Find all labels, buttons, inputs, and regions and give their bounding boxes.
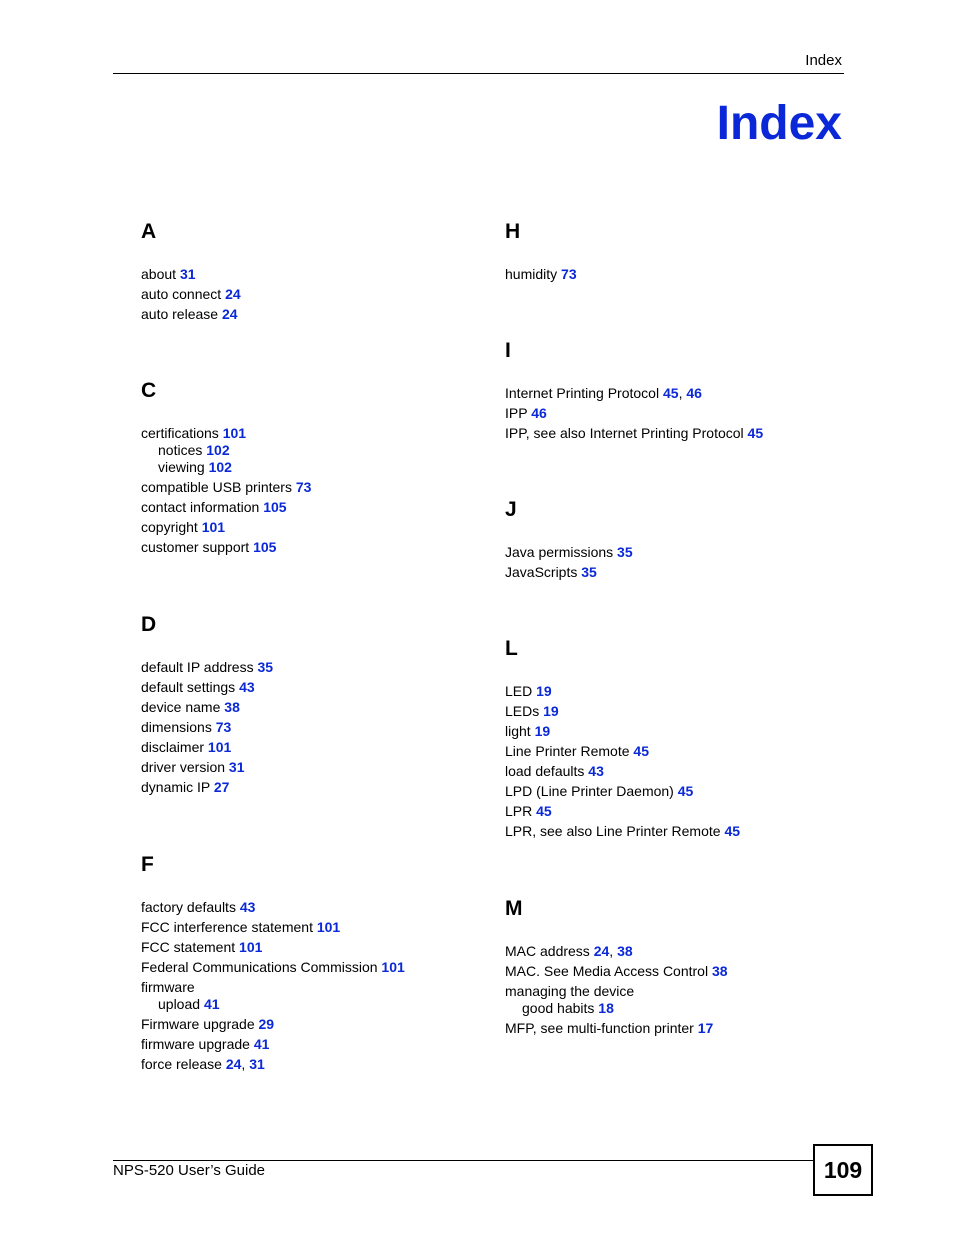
index-term: LPR, see also Line Printer Remote [505,823,721,839]
index-entry [141,699,501,716]
index-entry [505,783,865,800]
index-entry [505,1020,865,1037]
page-link[interactable]: 19 [543,703,559,719]
index-term: light [505,723,531,739]
page-link[interactable]: 45 [747,425,764,441]
index-term: managing the device [505,983,635,999]
index-entry [505,683,865,700]
index-entry-list [141,266,501,323]
page-number: 109 [813,1144,873,1196]
page-link[interactable]: 31 [249,1056,265,1072]
page-link[interactable]: 73 [561,266,577,282]
index-entry [505,823,865,840]
index-term: notices [158,442,203,458]
index-entry: force release 24, 31 [141,1056,265,1072]
index-term: Federal Communications Commission [141,959,378,975]
index-entry [141,519,501,536]
index-letter-heading: A [141,220,157,243]
page-link[interactable]: 31 [179,266,196,282]
page-link[interactable]: 46 [531,405,547,421]
index-subentry [505,1000,865,1017]
page-link[interactable]: 29 [258,1016,275,1032]
index-term: auto connect [141,286,222,302]
index-term: LPR [505,803,533,819]
index-term: load defaults [505,763,585,779]
index-letter-heading: L [505,637,518,660]
index-entry [505,723,865,740]
page-link[interactable]: 73 [215,719,232,735]
index-term: MAC address [505,943,590,959]
index-letter-heading: J [505,498,517,521]
page-link[interactable]: 101 [239,939,263,955]
index-letter-heading: D [141,613,157,636]
index-entry [505,703,865,720]
page-link[interactable]: 101 [201,519,226,535]
page-link[interactable]: 24 [221,306,238,322]
page-link[interactable]: 38 [711,963,728,979]
page-link[interactable]: 17 [697,1020,714,1036]
index-term: customer support [141,539,250,555]
index-term: humidity [505,266,558,282]
index-entry [141,739,501,756]
index-term: dimensions [141,719,212,735]
footer-rule [113,1160,814,1161]
index-section-l [505,637,865,843]
index-term: contact information [141,499,260,515]
index-term: Internet Printing Protocol [505,385,660,401]
index-entry [141,425,501,442]
page-title: Index [716,97,842,150]
page-link[interactable]: 101 [207,739,232,755]
page-link[interactable]: 27 [213,779,230,795]
index-entry [141,779,501,796]
page-link[interactable]: 38 [617,943,633,959]
page-link[interactable]: 45 [633,743,649,759]
index-entry-list [141,899,501,1073]
index-entry [141,919,501,936]
index-term: disclaimer [141,739,205,755]
index-entry [141,306,501,323]
page-link[interactable]: 24 [225,1056,242,1072]
index-entry [505,544,865,561]
page-link[interactable]: 35 [257,659,274,675]
page-link[interactable]: 41 [253,1036,270,1052]
index-entry [141,539,501,556]
index-subentry [141,459,501,476]
page-link[interactable]: 19 [534,723,551,739]
index-section-c [141,379,501,559]
page-link[interactable]: 101 [381,959,405,975]
running-header: Index [805,52,842,69]
index-term: viewing [158,459,205,475]
index-term: firmware [141,979,195,995]
index-term: FCC statement [141,939,236,955]
index-term: Java permissions [505,544,614,560]
index-term: auto release [141,306,219,322]
index-letter-heading: H [505,220,521,243]
guide-title: NPS-520 User’s Guide [113,1162,266,1179]
page-link[interactable]: 24 [593,943,610,959]
index-letter-heading: I [505,339,511,362]
index-subentry [141,996,501,1013]
index-entry [141,499,501,516]
index-term: LED [505,683,533,699]
index-term: compatible USB printers [141,479,292,495]
index-term: upload [158,996,201,1012]
index-entry [141,286,501,303]
page-link[interactable]: 46 [686,385,702,401]
page-link[interactable]: 102 [208,459,232,475]
page-link[interactable]: 41 [203,996,220,1012]
index-entry: MAC address 24, 38 [505,943,633,959]
index-entry [505,266,865,283]
index-entry-list [505,683,865,840]
index-term: driver version [141,759,226,775]
index-term: JavaScripts [505,564,578,580]
page-link[interactable]: 105 [263,499,287,515]
index-entry [141,939,501,956]
page-link[interactable]: 101 [222,425,247,441]
index-entry [505,743,865,760]
page-link[interactable]: 24 [225,286,241,302]
index-entry [141,266,501,283]
index-entry [505,425,865,442]
page-link[interactable]: 43 [588,763,604,779]
index-term: dynamic IP [141,779,210,795]
page-link[interactable]: 45 [724,823,741,839]
index-term: Firmware upgrade [141,1016,255,1032]
index-entry [505,405,865,422]
page-link[interactable]: 73 [295,479,312,495]
index-letter-heading: F [141,853,154,876]
index-term: copyright [141,519,198,535]
index-subentry [141,442,501,459]
page-link[interactable]: 18 [598,1000,614,1016]
index-term: default IP address [141,659,254,675]
header-rule [113,73,844,74]
index-section-a [141,220,501,326]
page-link[interactable]: 31 [228,759,245,775]
index-entry [141,719,501,736]
index-entry-list [141,659,501,796]
index-entry [141,959,501,976]
index-letter-heading: M [505,897,523,920]
index-section-i [505,339,865,445]
index-term: factory defaults [141,899,236,915]
index-term: MFP, see multi-function printer [505,1020,694,1036]
page-link[interactable]: 35 [581,564,597,580]
index-term: default settings [141,679,236,695]
page-link[interactable]: 19 [536,683,552,699]
index-letter-heading: C [141,379,157,402]
index-entry [141,979,501,996]
index-term: MAC. See Media Access Control [505,963,709,979]
index-entry [141,1036,501,1053]
page-link[interactable]: 45 [677,783,694,799]
index-term: device name [141,699,221,715]
index-entry-list [505,544,865,581]
index-entry [505,564,865,581]
index-term: LEDs [505,703,540,719]
index-section-m [505,897,865,1040]
page-link[interactable]: 43 [239,679,255,695]
index-entry [505,963,865,980]
index-term: force release [141,1056,222,1072]
index-entry-list [505,385,865,442]
index-term: certifications [141,425,219,441]
page-link[interactable]: 101 [316,919,341,935]
index-term: IPP, see also Internet Printing Protocol [505,425,744,441]
index-entry [141,759,501,776]
index-entry [141,659,501,676]
page-link[interactable]: 45 [536,803,552,819]
index-entry [505,803,865,820]
page-link[interactable]: 102 [206,442,230,458]
index-entry [505,763,865,780]
index-term: IPP [505,405,528,421]
page-link[interactable]: 45 [662,385,679,401]
page-link[interactable]: 38 [224,699,240,715]
index-section-f [141,853,501,1076]
index-entry: Internet Printing Protocol 45, 46 [505,385,702,401]
index-entry-list [505,266,865,283]
index-term: LPD (Line Printer Daemon) [505,783,674,799]
index-term: Line Printer Remote [505,743,630,759]
index-term: FCC interference statement [141,919,313,935]
index-entry [141,479,501,496]
page-link[interactable]: 43 [239,899,256,915]
index-entry [141,1016,501,1033]
index-entry-list [141,425,501,556]
index-section-h [505,220,865,286]
index-term: good habits [522,1000,595,1016]
index-entry [141,679,501,696]
page-link[interactable]: 35 [617,544,633,560]
index-term: about [141,266,177,282]
index-entry [505,983,865,1000]
index-section-d [141,613,501,799]
index-entry-list [505,943,865,1037]
page-link[interactable]: 105 [253,539,277,555]
index-term: firmware upgrade [141,1036,250,1052]
index-entry [141,899,501,916]
index-section-j [505,498,865,584]
